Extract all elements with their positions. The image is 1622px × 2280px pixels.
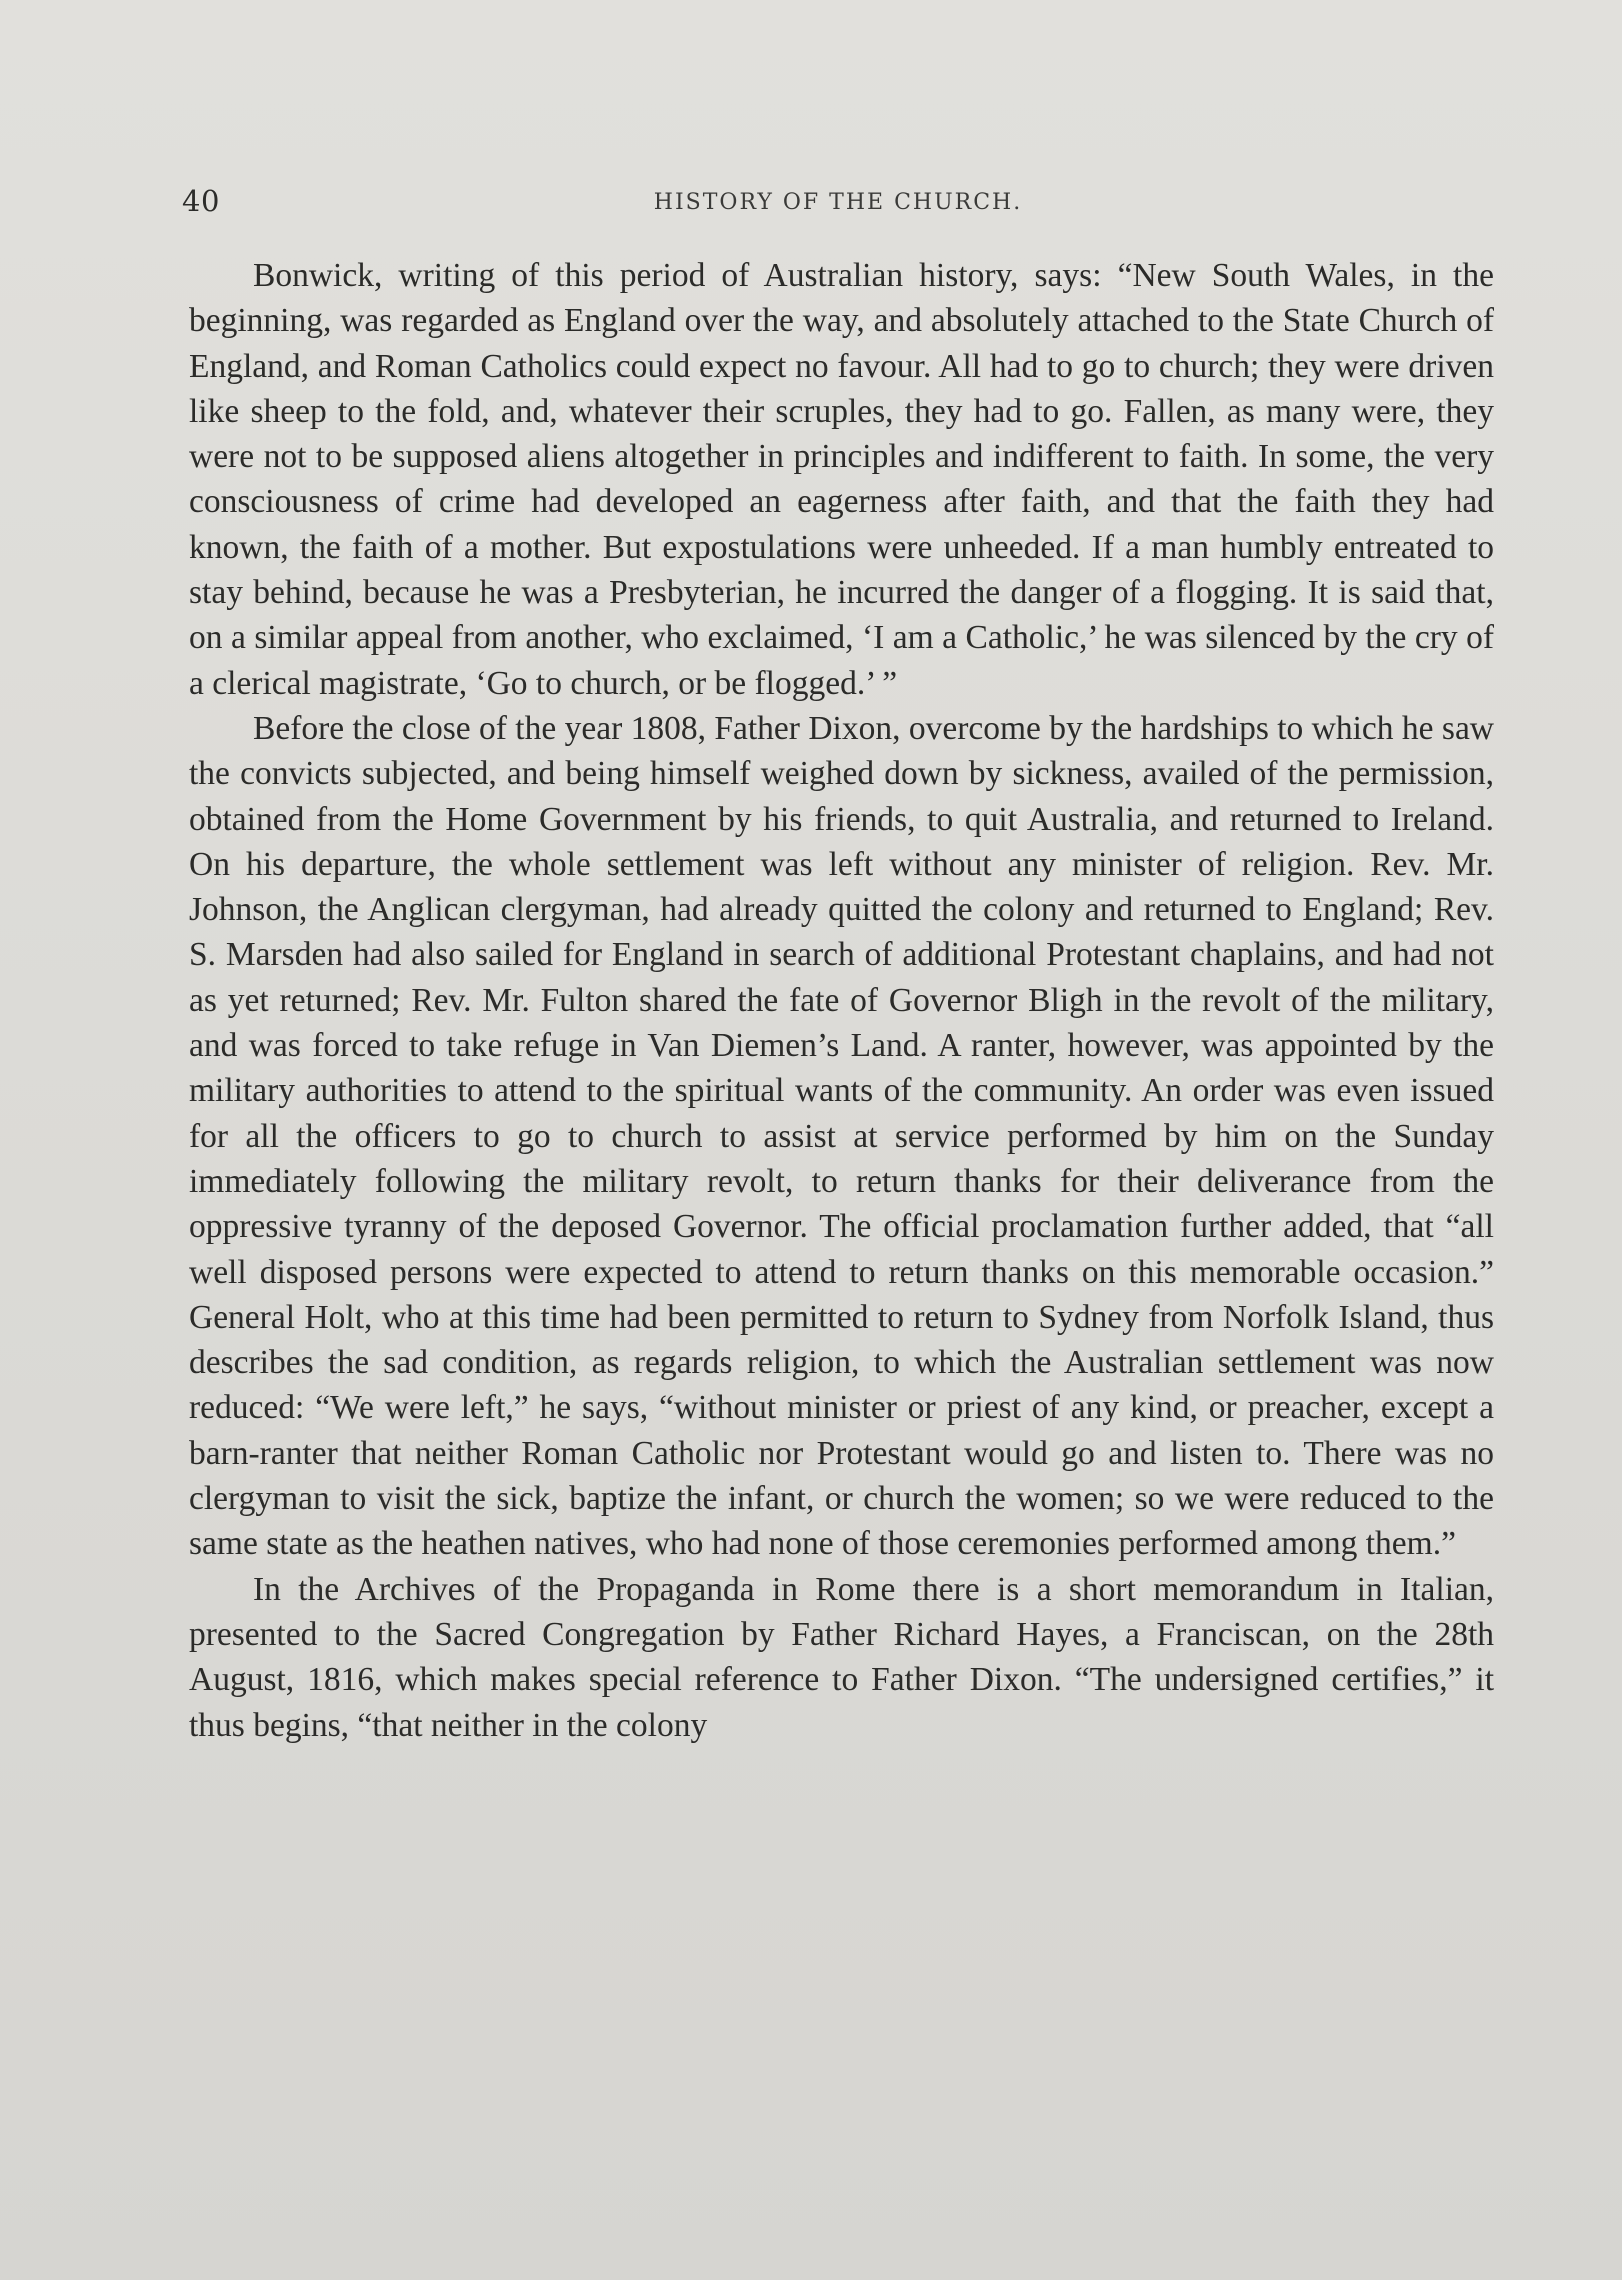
running-title: HISTORY OF THE CHURCH.	[653, 190, 1023, 215]
paragraph: Before the close of the year 1808, Father Dixon, overcome by the hardships to which he saw the convicts subjected, and being himself weighed down by sickness, availed of the permission, obtained from the Home Government by his friends, to quit Australia, and returned to Ireland. On his departure, the whole settlement was left without any minister of religion. Rev. Mr. Johnson, the Anglican clergyman, had already quitted the colony and returned to England; Rev. S. Marsden had also sailed for England in search of additional Protestant chaplains, and had not as yet returned; Rev. Mr. Fulton shared the fate of Governor Bligh in the revolt of the military, and was forced to take refuge in Van Diemen’s Land. A ranter, however, was appointed by the military authorities to attend to the spiritual wants of the community. An order was even issued for all the officers to go to church to assist at service performed by him on the Sunday immediately following the military revolt, to return thanks for their deliverance from the oppressive tyranny of the deposed Governor. The official proclamation further added, that “all well disposed persons were expected to attend to return thanks on this memorable occasion.” General Holt, who at this time had been permitted to return to Sydney from Norfolk Island, thus describes the sad condition, as regards religion, to which the Australian settlement was now reduced: “We were left,” he says, “without minister or priest of any kind, or preacher, except a barn-ranter that neither Roman Catholic nor Protestant would go and listen to. There was no clergyman to visit the sick, baptize the infant, or church the women; so we were reduced to the same state as the heathen natives, who had none of those ceremonies performed among them.”	[189, 709, 1494, 1563]
paragraph: Bonwick, writing of this period of Australian history, says: “New South Wales, in the beginning, was regarded as England over the way, and absolutely attached to the State Church of England, and Roman Catholics could expect no favour. All had to go to church; they were driven like sheep to the fold, and, whatever their scruples, they had to go. Fallen, as many were, they were not to be supposed aliens altogether in principles and indifferent to faith. In some, the very consciousness of crime had developed an eagerness after faith, and that the faith they had known, the faith of a mother. But expostulations were unheeded. If a man humbly entreated to stay behind, because he was a Presbyterian, he incurred the danger of a flogging. It is said that, on a similar appeal from another, who exclaimed, ‘I am a Catholic,’ he was silenced by the cry of a clerical magistrate, ‘Go to church, or be flogged.’ ”	[189, 257, 1494, 702]
page-header	[182, 184, 1494, 224]
body-text	[189, 253, 1494, 2043]
paragraph: In the Archives of the Propaganda in Rome there is a short memorandum in Italian, presented to the Sacred Congregation by Father Richard Hayes, a Franciscan, on the 28th August, 1816, which makes special reference to Father Dixon. “The undersigned certifies,” it thus begins, “that neither in the colony	[189, 1570, 1494, 1744]
page-number: 40	[182, 184, 220, 218]
